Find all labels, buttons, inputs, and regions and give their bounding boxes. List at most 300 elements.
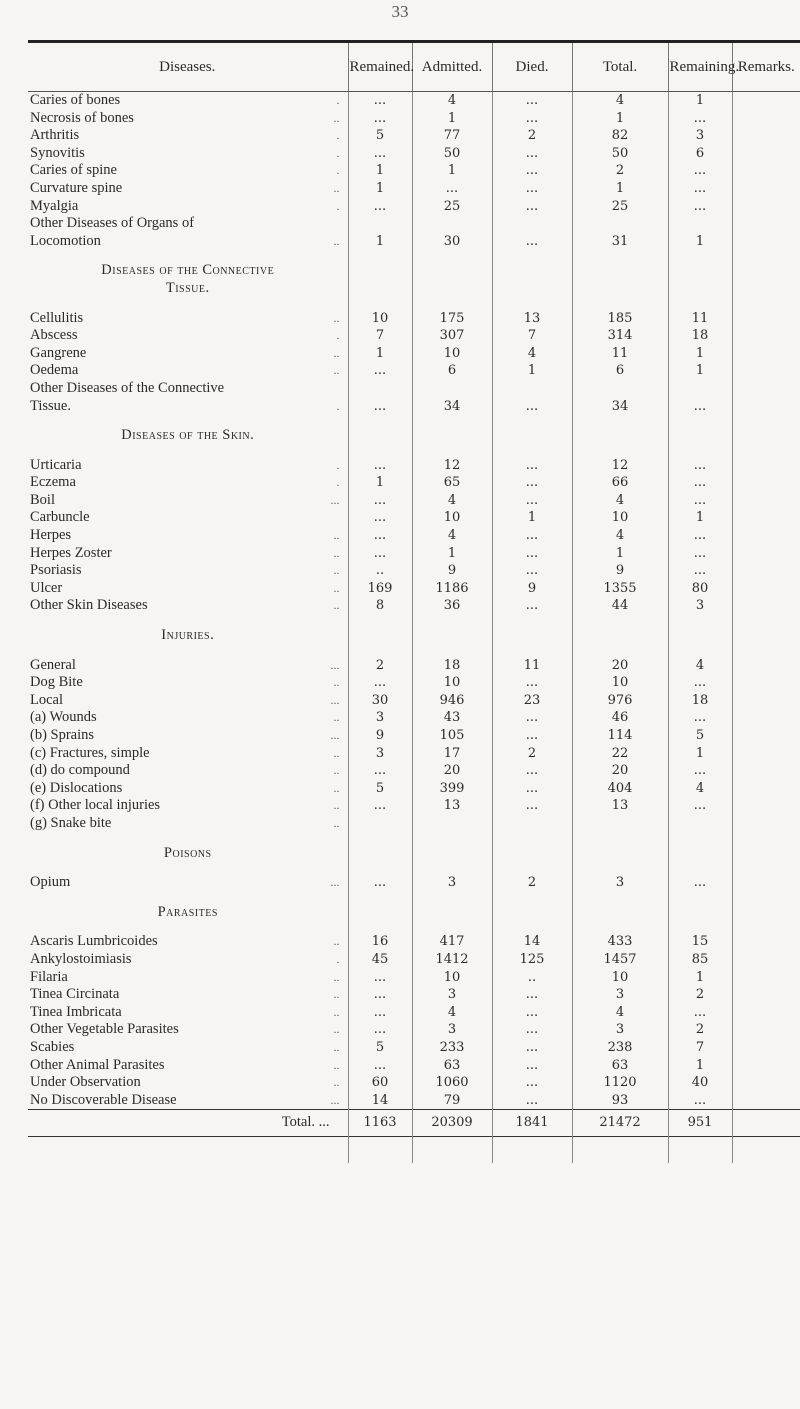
table-row: [28, 474, 800, 492]
table-row: [28, 969, 800, 987]
remaining-cell: 1: [668, 92, 732, 110]
spacer-row: [28, 892, 800, 904]
remarks-cell: [732, 198, 800, 216]
died-cell: ...: [492, 709, 572, 727]
table-row: [28, 580, 800, 598]
remaining-cell: 1: [668, 1057, 732, 1075]
remaining-cell: ...: [668, 457, 732, 475]
leader-dots: ..: [333, 1075, 340, 1090]
remained-cell: ...: [348, 797, 412, 815]
disease-name: Arthritis: [30, 127, 80, 144]
disease-name: Cellulitis: [30, 309, 84, 326]
admitted-cell: 13: [412, 797, 492, 815]
total-remained-cell: 1163: [348, 1110, 412, 1137]
remarks-cell: [732, 657, 800, 675]
leader-dots: .: [336, 328, 340, 343]
remained-cell: 1: [348, 162, 412, 180]
remarks-cell: [732, 492, 800, 510]
remarks-cell: [732, 110, 800, 128]
total-cell: 10: [572, 969, 668, 987]
disease-name: No Discoverable Disease: [30, 1091, 177, 1108]
remaining-cell: 1: [668, 233, 732, 251]
disease-name: Boil: [30, 491, 55, 508]
remarks-cell: [732, 345, 800, 363]
table-row: [28, 545, 800, 563]
admitted-cell: 10: [412, 969, 492, 987]
remaining-cell: 18: [668, 327, 732, 345]
disease-name: Other Skin Diseases: [30, 597, 148, 614]
remaining-cell: 3: [668, 127, 732, 145]
disease-name: Oedema: [30, 362, 79, 379]
died-cell: ...: [492, 92, 572, 110]
died-cell: ...: [492, 727, 572, 745]
remarks-cell: [732, 727, 800, 745]
leader-dots: ..: [333, 1057, 340, 1072]
disease-name: Tinea Circinata: [30, 986, 120, 1003]
leader-dots: ..: [333, 675, 340, 690]
remaining-cell: 2: [668, 1021, 732, 1039]
remained-cell: 5: [348, 780, 412, 798]
table-row: [28, 398, 800, 416]
total-cell: 238: [572, 1039, 668, 1057]
remained-cell: 60: [348, 1074, 412, 1092]
table-row: [28, 110, 800, 128]
leader-dots: ..: [333, 798, 340, 813]
admitted-cell: 946: [412, 692, 492, 710]
table-row: [28, 527, 800, 545]
remarks-cell: [732, 969, 800, 987]
table-row: [28, 1021, 800, 1039]
remained-cell: 14: [348, 1092, 412, 1110]
total-cell: 114: [572, 727, 668, 745]
admitted-cell: 3: [412, 1021, 492, 1039]
disease-name: Other Diseases of the Connective: [30, 379, 225, 396]
leader-dots: ..: [333, 710, 340, 725]
died-cell: ...: [492, 492, 572, 510]
total-cell: 1: [572, 110, 668, 128]
remaining-cell: 6: [668, 145, 732, 163]
remarks-cell: [732, 92, 800, 110]
leader-dots: ...: [318, 1114, 330, 1131]
table-row: [28, 127, 800, 145]
remarks-cell: [732, 951, 800, 969]
spacer-row: [28, 445, 800, 457]
remained-cell: ...: [348, 762, 412, 780]
table-row: [28, 92, 800, 110]
disease-name: (e) Dislocations: [30, 779, 123, 796]
total-cell: 20: [572, 762, 668, 780]
remained-cell: ...: [348, 362, 412, 380]
admitted-cell: 10: [412, 509, 492, 527]
died-cell: ...: [492, 457, 572, 475]
died-cell: ...: [492, 762, 572, 780]
leader-dots: ...: [330, 657, 340, 672]
leader-dots: .: [336, 128, 340, 143]
admitted-cell: 417: [412, 933, 492, 951]
leader-dots: ..: [333, 780, 340, 795]
total-cell: 63: [572, 1057, 668, 1075]
remained-cell: 1: [348, 180, 412, 198]
spacer-row: [28, 415, 800, 427]
section-heading-row: [28, 845, 800, 863]
total-cell: 1120: [572, 1074, 668, 1092]
leader-dots: ..: [333, 233, 340, 248]
leader-dots: ..: [333, 563, 340, 578]
disease-name: Carbuncle: [30, 509, 90, 526]
remained-cell: 7: [348, 327, 412, 345]
died-cell: [492, 380, 572, 398]
total-cell: [572, 815, 668, 833]
remained-cell: ...: [348, 398, 412, 416]
section-heading-row: [28, 280, 800, 298]
remaining-cell: 40: [668, 1074, 732, 1092]
remained-cell: 10: [348, 310, 412, 328]
table-row: [28, 1057, 800, 1075]
remained-cell: [348, 215, 412, 233]
remained-cell: ...: [348, 1021, 412, 1039]
died-cell: ...: [492, 986, 572, 1004]
admitted-cell: 233: [412, 1039, 492, 1057]
disease-name: (a) Wounds: [30, 709, 97, 726]
table-row: [28, 509, 800, 527]
admitted-cell: [412, 815, 492, 833]
remaining-cell: ...: [668, 674, 732, 692]
admitted-cell: 12: [412, 457, 492, 475]
remained-cell: ...: [348, 1004, 412, 1022]
remarks-cell: [732, 815, 800, 833]
died-cell: ...: [492, 474, 572, 492]
disease-name: Curvature spine: [30, 179, 123, 196]
remarks-cell: [732, 380, 800, 398]
remained-cell: ...: [348, 92, 412, 110]
disease-name: Other Vegetable Parasites: [30, 1021, 179, 1038]
total-cell: 82: [572, 127, 668, 145]
leader-dots: ..: [333, 1039, 340, 1054]
remarks-cell: [732, 1057, 800, 1075]
remaining-cell: 7: [668, 1039, 732, 1057]
remained-cell: ...: [348, 457, 412, 475]
remaining-cell: 80: [668, 580, 732, 598]
died-cell: ...: [492, 233, 572, 251]
column-header-died: Died.: [492, 42, 572, 92]
table-row: [28, 951, 800, 969]
table-row: [28, 745, 800, 763]
remained-cell: 1: [348, 474, 412, 492]
remained-cell: 1: [348, 345, 412, 363]
section-heading-row: [28, 262, 800, 280]
disease-name: Myalgia: [30, 197, 79, 214]
died-cell: ...: [492, 1004, 572, 1022]
remained-cell: 16: [348, 933, 412, 951]
disease-name: Herpes Zoster: [30, 544, 112, 561]
total-cell: 433: [572, 933, 668, 951]
remaining-cell: ...: [668, 1004, 732, 1022]
leader-dots: ..: [333, 763, 340, 778]
total-cell: 2: [572, 162, 668, 180]
remaining-cell: ...: [668, 797, 732, 815]
remaining-cell: ...: [668, 398, 732, 416]
remaining-cell: ...: [668, 474, 732, 492]
leader-dots: .: [336, 93, 340, 107]
leader-dots: ..: [333, 528, 340, 543]
total-died-cell: 1841: [492, 1110, 572, 1137]
total-cell: 12: [572, 457, 668, 475]
died-cell: ...: [492, 780, 572, 798]
admitted-cell: 25: [412, 198, 492, 216]
died-cell: ...: [492, 1021, 572, 1039]
section-heading-row: [28, 904, 800, 922]
died-cell: ...: [492, 545, 572, 563]
total-cell: 4: [572, 527, 668, 545]
died-cell: ...: [492, 180, 572, 198]
remained-cell: ...: [348, 145, 412, 163]
remarks-cell: [732, 1110, 800, 1137]
leader-dots: ..: [333, 180, 340, 195]
remained-cell: 9: [348, 727, 412, 745]
admitted-cell: 1412: [412, 951, 492, 969]
total-cell: 1: [572, 180, 668, 198]
total-cell: 1355: [572, 580, 668, 598]
disease-name: Caries of spine: [30, 162, 117, 179]
total-cell: 976: [572, 692, 668, 710]
spacer-row: [28, 645, 800, 657]
died-cell: 9: [492, 580, 572, 598]
admitted-cell: 4: [412, 1004, 492, 1022]
disease-name: Herpes: [30, 527, 72, 544]
total-cell: 3: [572, 1021, 668, 1039]
total-cell: 50: [572, 145, 668, 163]
section-heading: Tissue.: [165, 279, 210, 296]
section-heading-row: [28, 627, 800, 645]
total-cell: 11: [572, 345, 668, 363]
remained-cell: ...: [348, 1057, 412, 1075]
table-row: [28, 1092, 800, 1110]
table-row: [28, 310, 800, 328]
remaining-cell: ...: [668, 545, 732, 563]
total-cell: 10: [572, 674, 668, 692]
remained-cell: ...: [348, 110, 412, 128]
died-cell: 125: [492, 951, 572, 969]
remarks-cell: [732, 780, 800, 798]
remained-cell: [348, 815, 412, 833]
admitted-cell: 1: [412, 162, 492, 180]
remarks-cell: [732, 1092, 800, 1110]
total-cell: 46: [572, 709, 668, 727]
remarks-cell: [732, 545, 800, 563]
disease-name: (f) Other local injuries: [30, 797, 161, 814]
leader-dots: ..: [333, 1004, 340, 1019]
closing-rule-row: [28, 1137, 800, 1164]
disease-name: Opium: [30, 874, 71, 891]
disease-name: Tinea Imbricata: [30, 1003, 122, 1020]
remained-cell: ...: [348, 969, 412, 987]
column-header-remaining: Remaining.: [668, 42, 732, 92]
total-cell: 4: [572, 492, 668, 510]
died-cell: ...: [492, 198, 572, 216]
leader-dots: ..: [333, 363, 340, 378]
admitted-cell: 18: [412, 657, 492, 675]
died-cell: 14: [492, 933, 572, 951]
total-total-cell: 21472: [572, 1110, 668, 1137]
leader-dots: ..: [333, 969, 340, 984]
spacer-row: [28, 615, 800, 627]
died-cell: 2: [492, 874, 572, 892]
table-row: [28, 933, 800, 951]
spacer-row: [28, 250, 800, 262]
died-cell: 2: [492, 745, 572, 763]
disease-name: (c) Fractures, simple: [30, 744, 150, 761]
table-row: [28, 709, 800, 727]
remaining-cell: 1: [668, 362, 732, 380]
remaining-cell: ...: [668, 1092, 732, 1110]
column-header-total: Total.: [572, 42, 668, 92]
total-cell: [572, 380, 668, 398]
remarks-cell: [732, 1039, 800, 1057]
total-cell: 185: [572, 310, 668, 328]
remaining-cell: ...: [668, 762, 732, 780]
died-cell: 2: [492, 127, 572, 145]
leader-dots: .: [336, 457, 340, 472]
table-row: [28, 215, 800, 233]
remaining-cell: ...: [668, 162, 732, 180]
admitted-cell: 1: [412, 110, 492, 128]
total-cell: 93: [572, 1092, 668, 1110]
disease-name: Other Animal Parasites: [30, 1056, 165, 1073]
remaining-cell: 18: [668, 692, 732, 710]
table-row: [28, 492, 800, 510]
remained-cell: 30: [348, 692, 412, 710]
table-row: [28, 986, 800, 1004]
remained-cell: 5: [348, 127, 412, 145]
remarks-cell: [732, 145, 800, 163]
total-cell: 4: [572, 1004, 668, 1022]
died-cell: ...: [492, 162, 572, 180]
table-row: [28, 233, 800, 251]
died-cell: 7: [492, 327, 572, 345]
leader-dots: ..: [333, 345, 340, 360]
table-row: [28, 562, 800, 580]
admitted-cell: 4: [412, 527, 492, 545]
disease-name: Urticaria: [30, 456, 82, 473]
total-admitted-cell: 20309: [412, 1110, 492, 1137]
remained-cell: ...: [348, 986, 412, 1004]
leader-dots: ..: [333, 580, 340, 595]
remaining-cell: [668, 815, 732, 833]
total-cell: [572, 215, 668, 233]
total-cell: 4: [572, 92, 668, 110]
remaining-cell: 2: [668, 986, 732, 1004]
admitted-cell: 307: [412, 327, 492, 345]
table-row: [28, 874, 800, 892]
admitted-cell: 79: [412, 1092, 492, 1110]
remained-cell: 3: [348, 709, 412, 727]
table-row: [28, 162, 800, 180]
remaining-cell: 1: [668, 969, 732, 987]
leader-dots: ..: [333, 987, 340, 1002]
remained-cell: 5: [348, 1039, 412, 1057]
table-row: [28, 145, 800, 163]
leader-dots: ...: [330, 1092, 340, 1107]
table-row: [28, 762, 800, 780]
disease-name: Filaria: [30, 968, 68, 985]
total-cell: 31: [572, 233, 668, 251]
remaining-cell: ...: [668, 110, 732, 128]
remarks-cell: [732, 986, 800, 1004]
total-cell: 20: [572, 657, 668, 675]
admitted-cell: ...: [412, 180, 492, 198]
remained-cell: 2: [348, 657, 412, 675]
disease-name: Dog Bite: [30, 674, 83, 691]
died-cell: ...: [492, 145, 572, 163]
remained-cell: ...: [348, 509, 412, 527]
section-heading: Poisons: [163, 844, 212, 861]
disease-name: Other Diseases of Organs of: [30, 215, 195, 232]
remaining-cell: 1: [668, 345, 732, 363]
remained-cell: ...: [348, 492, 412, 510]
remaining-cell: 1: [668, 745, 732, 763]
remaining-cell: ...: [668, 198, 732, 216]
remarks-cell: [732, 162, 800, 180]
leader-dots: ...: [330, 692, 340, 707]
total-cell: 10: [572, 509, 668, 527]
died-cell: ...: [492, 1057, 572, 1075]
admitted-cell: 1186: [412, 580, 492, 598]
section-heading: Diseases of the Skin.: [121, 427, 255, 444]
remarks-cell: [732, 180, 800, 198]
total-cell: 1457: [572, 951, 668, 969]
disease-name: (b) Sprains: [30, 727, 95, 743]
remarks-cell: [732, 597, 800, 615]
admitted-cell: 20: [412, 762, 492, 780]
table-row: [28, 457, 800, 475]
total-cell: 314: [572, 327, 668, 345]
remained-cell: 169: [348, 580, 412, 598]
disease-name: (d) do compound: [30, 762, 130, 779]
remarks-cell: [732, 580, 800, 598]
remaining-cell: 11: [668, 310, 732, 328]
remained-cell: [348, 380, 412, 398]
table-row: [28, 380, 800, 398]
leader-dots: ..: [333, 934, 340, 949]
disease-statistics-table: [28, 40, 800, 1163]
section-heading: Parasites: [157, 903, 218, 920]
spacer-row: [28, 862, 800, 874]
table-row: [28, 345, 800, 363]
total-cell: 66: [572, 474, 668, 492]
leader-dots: ...: [330, 728, 340, 742]
column-header-remarks: Remarks.: [732, 42, 800, 92]
table-row: [28, 727, 800, 745]
remarks-cell: [732, 215, 800, 233]
total-cell: 22: [572, 745, 668, 763]
died-cell: ...: [492, 674, 572, 692]
spacer-row: [28, 921, 800, 933]
total-cell: 6: [572, 362, 668, 380]
remained-cell: ...: [348, 674, 412, 692]
leader-dots: ..: [333, 1022, 340, 1037]
remaining-cell: [668, 380, 732, 398]
table-row: [28, 797, 800, 815]
remaining-cell: ...: [668, 180, 732, 198]
table-row: [28, 597, 800, 615]
admitted-cell: 9: [412, 562, 492, 580]
died-cell: 4: [492, 345, 572, 363]
leader-dots: .: [336, 198, 340, 213]
remarks-cell: [732, 562, 800, 580]
disease-name: Abscess: [30, 327, 78, 344]
remarks-cell: [732, 474, 800, 492]
leader-dots: .: [336, 398, 340, 413]
